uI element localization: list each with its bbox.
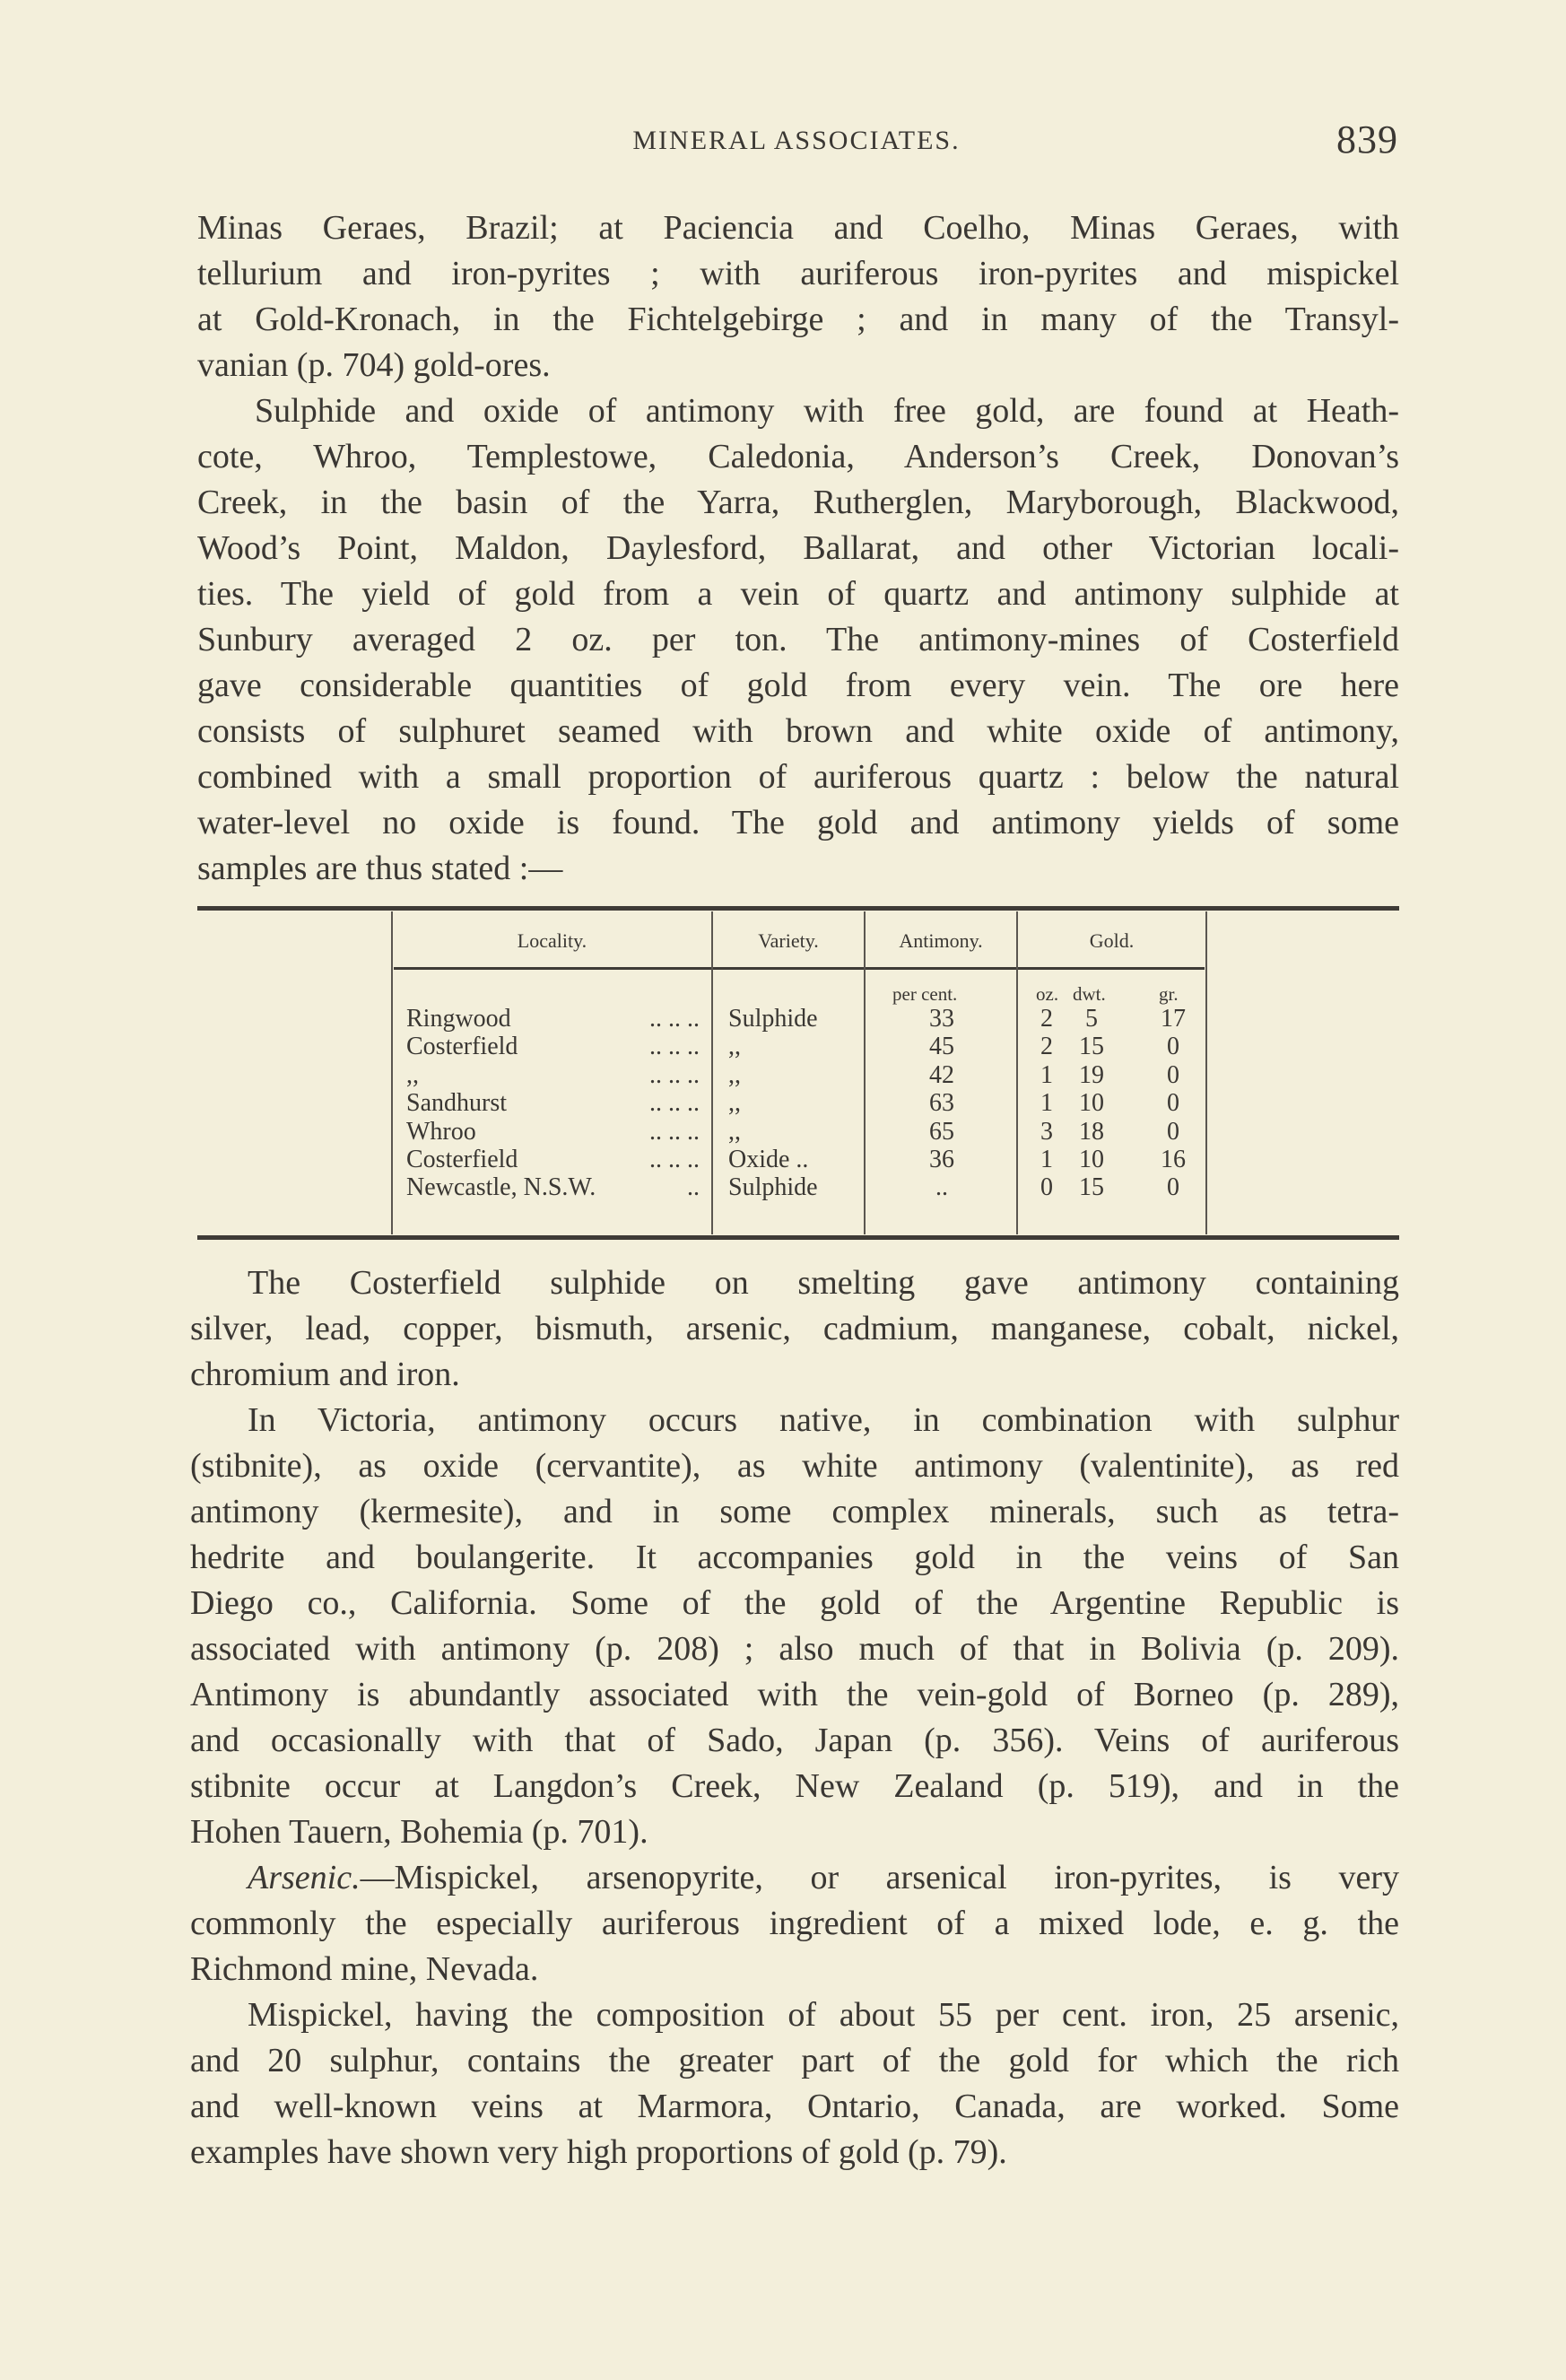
- cell-variety: ,,: [728, 1033, 741, 1061]
- column-divider: [864, 911, 866, 1234]
- cell-variety: Oxide ..: [728, 1146, 809, 1173]
- text-line: silver, lead, copper, bismuth, arsenic, cadmium, manganese, cobalt, nickel,: [190, 1310, 1399, 1347]
- cell-locality: Costerfield: [406, 1146, 518, 1173]
- cell-antimony: ..: [935, 1173, 948, 1202]
- text-line: Hohen Tauern, Bohemia (p. 701).: [190, 1813, 648, 1851]
- cell-dwt: 5: [1085, 1005, 1098, 1033]
- text-line: at Gold-Kronach, in the Fichtelgebirge ; and in many of the Transyl-: [197, 301, 1399, 338]
- cell-antimony: 42: [929, 1060, 954, 1089]
- cell-dwt: 19: [1079, 1060, 1104, 1089]
- paragraph: [190, 1855, 1399, 1992]
- cell-leader: .. .. ..: [649, 1117, 700, 1146]
- paragraph: [190, 1398, 1399, 1855]
- text-line: Wood’s Point, Maldon, Daylesford, Ballarat, and other Victorian locali-: [197, 529, 1399, 567]
- cell-gr: 0: [1167, 1060, 1179, 1089]
- cell-locality: Ringwood: [406, 1005, 511, 1033]
- cell-leader: .. .. ..: [649, 1060, 700, 1089]
- subheader-per-cent: per cent.: [892, 983, 958, 1005]
- text-line: hedrite and boulangerite. It accompanies gold in the veins of San: [190, 1539, 1399, 1576]
- text-line: cote, Whroo, Templestowe, Caledonia, Anderson’s Creek, Donovan’s: [197, 438, 1399, 475]
- cell-dwt: 18: [1079, 1117, 1104, 1146]
- cell-locality: ,,: [406, 1060, 419, 1089]
- cell-leader: ..: [687, 1173, 700, 1202]
- text-line: and well-known veins at Marmora, Ontario, Canada, are worked. Some: [190, 2088, 1399, 2125]
- subheader-oz: oz.: [1036, 983, 1059, 1005]
- text-line: combined with a small proportion of auriferous quartz : below the natural: [197, 758, 1399, 796]
- cell-oz: 1: [1040, 1089, 1053, 1118]
- text-line: Richmond mine, Nevada.: [190, 1950, 539, 1988]
- column-divider: [1205, 911, 1207, 1234]
- cell-oz: 0: [1040, 1173, 1053, 1202]
- text-line: tellurium and iron-pyrites ; with auriferous iron-pyrites and mispickel: [197, 255, 1399, 292]
- line-text: —Mispickel, arsenopyrite, or arsenical iron-pyrites, is very: [360, 1859, 1399, 1896]
- cell-oz: 1: [1040, 1060, 1053, 1089]
- text-line: Sunbury averaged 2 oz. per ton. The antimony-mines of Costerfield: [197, 621, 1399, 658]
- table-bottom-rule: [197, 1235, 1399, 1240]
- cell-variety: ,,: [728, 1089, 741, 1118]
- running-head: MINERAL ASSOCIATES.: [632, 126, 961, 155]
- cell-leader: .. .. ..: [649, 1146, 700, 1173]
- cell-dwt: 10: [1079, 1146, 1104, 1173]
- cell-leader: .. .. ..: [649, 1005, 700, 1033]
- table-top-rule: [197, 906, 1399, 911]
- text-line: Creek, in the basin of the Yarra, Rutherglen, Maryborough, Blackwood,: [197, 484, 1399, 521]
- cell-leader: .. .. ..: [649, 1089, 700, 1118]
- bottom-text-block: [190, 1260, 1399, 2175]
- cell-locality: Newcastle, N.S.W.: [406, 1173, 596, 1202]
- subheader-gr: gr.: [1159, 983, 1179, 1005]
- cell-locality: Costerfield: [406, 1033, 518, 1061]
- text-line: associated with antimony (p. 208) ; also much of that in Bolivia (p. 209).: [190, 1630, 1399, 1668]
- header-antimony: Antimony.: [899, 929, 983, 952]
- text-line: examples have shown very high proportions of gold (p. 79).: [190, 2133, 1007, 2171]
- cell-oz: 2: [1040, 1033, 1053, 1061]
- top-text-block: [197, 205, 1399, 892]
- cell-gr: 17: [1161, 1005, 1186, 1033]
- text-line: chromium and iron.: [190, 1356, 460, 1393]
- text-line: Sulphide and oxide of antimony with free gold, are found at Heath-: [255, 392, 1399, 430]
- column-divider: [391, 911, 393, 1234]
- text-line: Mispickel, having the composition of about 55 per cent. iron, 25 arsenic,: [248, 1996, 1399, 2034]
- cell-locality: Whroo: [406, 1117, 476, 1146]
- cell-antimony: 36: [929, 1146, 954, 1173]
- cell-dwt: 10: [1079, 1089, 1104, 1118]
- cell-antimony: 45: [929, 1033, 954, 1061]
- text-line: The Costerfield sulphide on smelting gave antimony containing: [248, 1264, 1399, 1302]
- text-line: and 20 sulphur, contains the greater part of the gold for which the rich: [190, 2042, 1399, 2079]
- text-line: stibnite occur at Langdon’s Creek, New Zealand (p. 519), and in the: [190, 1767, 1399, 1805]
- header-gold: Gold.: [1089, 929, 1135, 952]
- text-line: samples are thus stated :—: [197, 850, 563, 887]
- paragraph: [190, 1260, 1399, 1398]
- text-line: (stibnite), as oxide (cervantite), as white antimony (valentinite), as red: [190, 1447, 1399, 1485]
- text-line: Diego co., California. Some of the gold of the Argentine Republic is: [190, 1584, 1399, 1622]
- italic-heading: Arsenic.: [248, 1859, 361, 1896]
- text-line: vanian (p. 704) gold-ores.: [197, 346, 551, 384]
- text-line: [190, 1855, 1399, 1901]
- paragraph: [197, 388, 1399, 892]
- cell-gr: 16: [1161, 1146, 1186, 1173]
- header-rule: [394, 967, 1205, 970]
- cell-gr: 0: [1167, 1089, 1179, 1118]
- text-line: gave considerable quantities of gold from every vein. The ore here: [197, 667, 1399, 704]
- cell-dwt: 15: [1079, 1173, 1104, 1202]
- paragraph: [197, 205, 1399, 388]
- column-divider: [1016, 911, 1018, 1234]
- cell-variety: ,,: [728, 1060, 741, 1089]
- cell-oz: 2: [1040, 1005, 1053, 1033]
- text-line: commonly the especially auriferous ingredient of a mixed lode, e. g. the: [190, 1905, 1399, 1942]
- text-line: Minas Geraes, Brazil; at Paciencia and Coelho, Minas Geraes, with: [197, 209, 1399, 247]
- cell-oz: 1: [1040, 1146, 1053, 1173]
- header-variety: Variety.: [758, 929, 819, 952]
- cell-locality: Sandhurst: [406, 1089, 507, 1118]
- text-line: water-level no oxide is found. The gold and antimony yields of some: [197, 804, 1399, 841]
- cell-leader: .. .. ..: [649, 1033, 700, 1061]
- cell-variety: Sulphide: [728, 1173, 818, 1202]
- page-number: 839: [1336, 118, 1398, 161]
- cell-gr: 0: [1167, 1033, 1179, 1061]
- text-line: Antimony is abundantly associated with the vein-gold of Borneo (p. 289),: [190, 1676, 1399, 1713]
- column-divider: [711, 911, 713, 1234]
- text-line: and occasionally with that of Sado, Japan (p. 356). Veins of auriferous: [190, 1722, 1399, 1759]
- cell-oz: 3: [1040, 1117, 1053, 1146]
- cell-dwt: 15: [1079, 1033, 1104, 1061]
- text-line: antimony (kermesite), and in some complex minerals, such as tetra-: [190, 1493, 1399, 1530]
- cell-gr: 0: [1167, 1117, 1179, 1146]
- cell-variety: ,,: [728, 1117, 741, 1146]
- text-line: ties. The yield of gold from a vein of quartz and antimony sulphide at: [197, 575, 1399, 613]
- subheader-dwt: dwt.: [1073, 983, 1106, 1005]
- cell-antimony: 33: [929, 1005, 954, 1033]
- header-locality: Locality.: [517, 929, 587, 952]
- cell-antimony: 65: [929, 1117, 954, 1146]
- text-line: consists of sulphuret seamed with brown and white oxide of antimony,: [197, 712, 1399, 750]
- cell-gr: 0: [1167, 1173, 1179, 1202]
- cell-variety: Sulphide: [728, 1005, 818, 1033]
- paragraph: [190, 1992, 1399, 2175]
- cell-antimony: 63: [929, 1089, 954, 1118]
- text-line: In Victoria, antimony occurs native, in combination with sulphur: [248, 1401, 1399, 1439]
